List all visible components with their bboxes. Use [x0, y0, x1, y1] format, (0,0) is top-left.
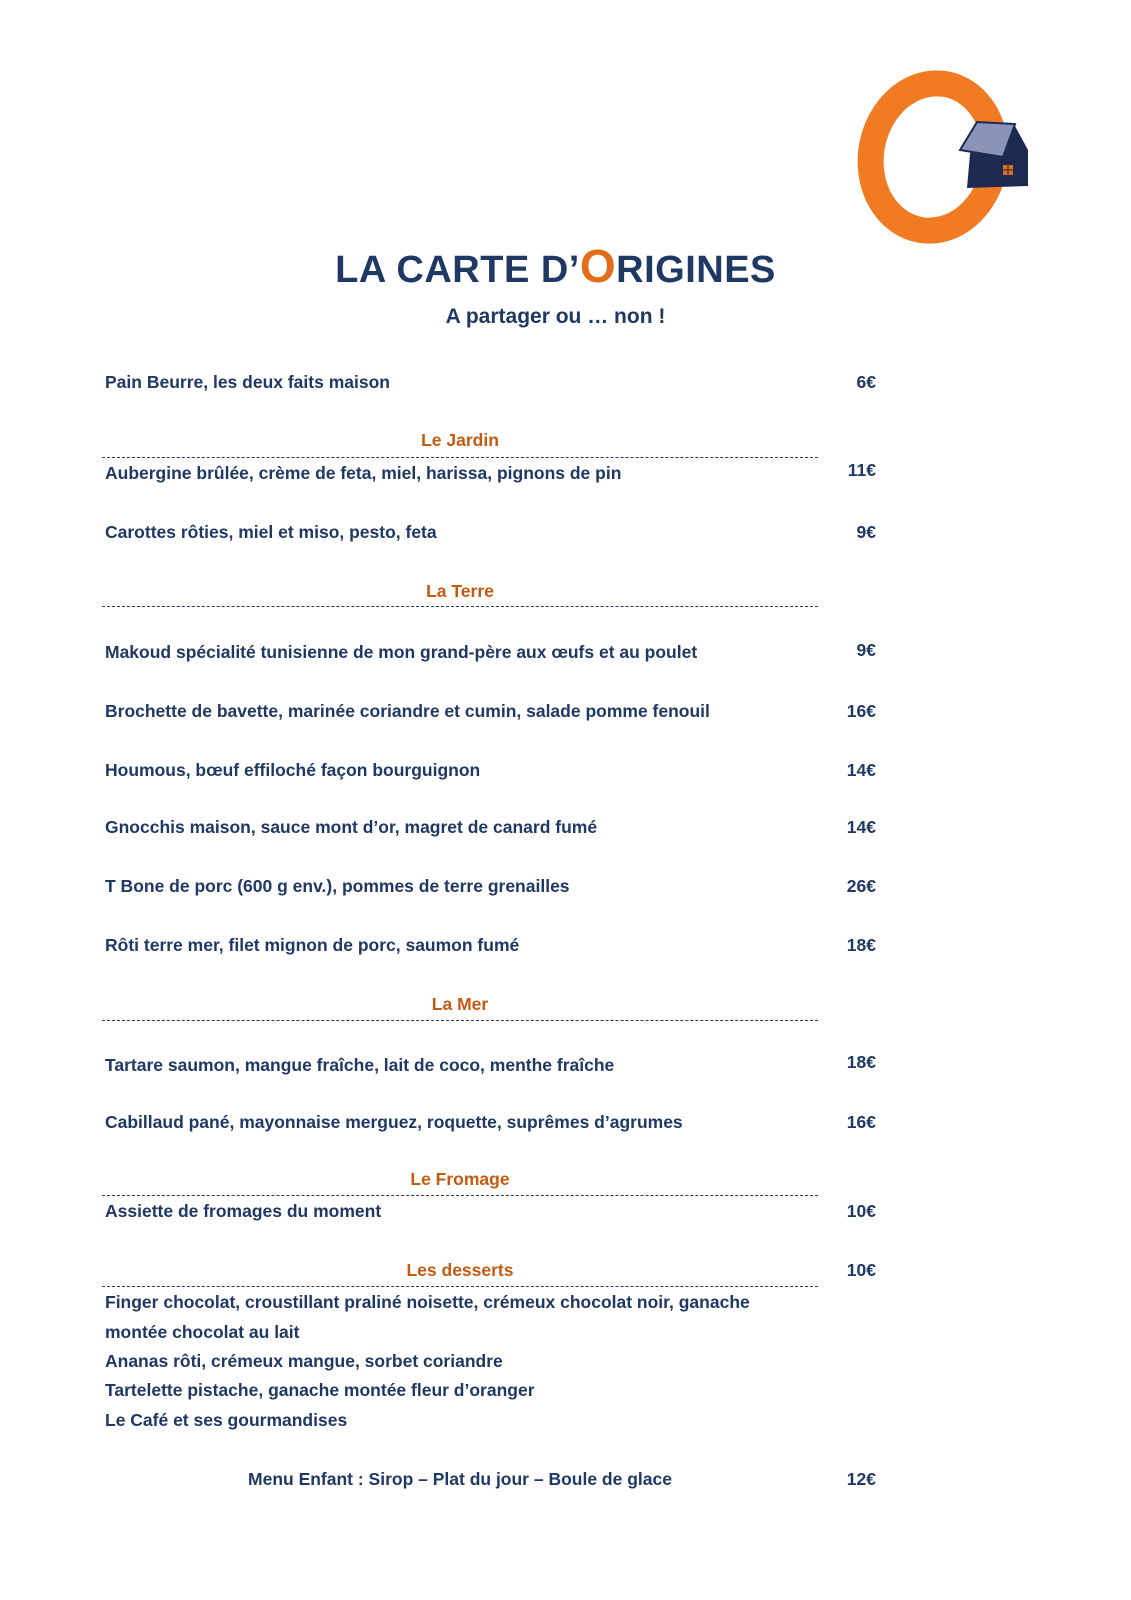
menu-item-price: 9€	[856, 522, 876, 542]
kids-menu-price: 12€	[846, 1469, 876, 1489]
page-title: LA CARTE D’ORIGINES	[335, 240, 776, 292]
menu-item-name: Tartelette pistache, ganache montée fleur d’oranger	[105, 1380, 535, 1400]
menu-item-name: Gnocchis maison, sauce mont d’or, magret de canard fumé	[105, 817, 598, 837]
menu-item-name: montée chocolat au lait	[105, 1322, 300, 1342]
kids-menu: Menu Enfant : Sirop – Plat du jour – Boule de glace	[248, 1469, 672, 1489]
menu-item-price: 10€	[846, 1260, 876, 1280]
house-icon	[960, 122, 1028, 188]
menu-item-price: 14€	[846, 817, 876, 837]
menu-item-name: Ananas rôti, crémeux mangue, sorbet coriandre	[105, 1351, 503, 1371]
section-title: La Terre	[426, 581, 494, 601]
section-divider	[102, 606, 818, 607]
menu-item-price: 14€	[846, 760, 876, 780]
menu-item-name: Finger chocolat, croustillant praliné noisette, crémeux chocolat noir, ganache	[105, 1292, 750, 1312]
section-title: La Mer	[431, 994, 489, 1014]
menu-item-name: Brochette de bavette, marinée coriandre et cumin, salade pomme fenouil	[105, 701, 710, 721]
menu-item-name: Le Café et ses gourmandises	[105, 1410, 348, 1430]
section-divider	[102, 457, 818, 458]
origines-logo	[845, 62, 1040, 257]
menu-item-name: Tartare saumon, mangue fraîche, lait de coco, menthe fraîche	[105, 1055, 615, 1075]
subtitle: A partager ou … non !	[445, 305, 666, 328]
menu-item-name: Cabillaud pané, mayonnaise merguez, roquette, suprêmes d’agrumes	[105, 1112, 683, 1132]
menu-item-name: Aubergine brûlée, crème de feta, miel, harissa, pignons de pin	[105, 463, 622, 483]
section-title: Le Jardin	[421, 430, 499, 450]
section-title: Les desserts	[406, 1260, 514, 1280]
menu-item-price: 18€	[846, 935, 876, 955]
menu-item-price: 11€	[847, 460, 876, 480]
menu-item-price: 10€	[846, 1201, 876, 1221]
menu-item-name: Rôti terre mer, filet mignon de porc, saumon fumé	[105, 935, 520, 955]
section-divider	[102, 1195, 818, 1196]
menu-item-name: Carottes rôties, miel et miso, pesto, feta	[105, 522, 437, 542]
menu-item-name: Makoud spécialité tunisienne de mon grand-père aux œufs et au poulet	[105, 642, 698, 662]
menu-item-price: 16€	[846, 701, 876, 721]
menu-item-name: Houmous, bœuf effiloché façon bourguignon	[105, 760, 481, 780]
menu-item-price: 26€	[846, 876, 876, 896]
section-divider	[102, 1286, 818, 1287]
menu-item-name: T Bone de porc (600 g env.), pommes de terre grenailles	[105, 876, 570, 896]
menu-item-price: 6€	[856, 372, 876, 392]
menu-item-name: Pain Beurre, les deux faits maison	[105, 372, 390, 392]
menu-item-name: Assiette de fromages du moment	[105, 1201, 382, 1221]
menu-item-price: 18€	[846, 1052, 876, 1072]
section-title: Le Fromage	[410, 1169, 510, 1189]
section-divider	[102, 1020, 818, 1021]
menu-item-price: 16€	[846, 1112, 876, 1132]
menu-item-price: 9€	[856, 640, 876, 660]
